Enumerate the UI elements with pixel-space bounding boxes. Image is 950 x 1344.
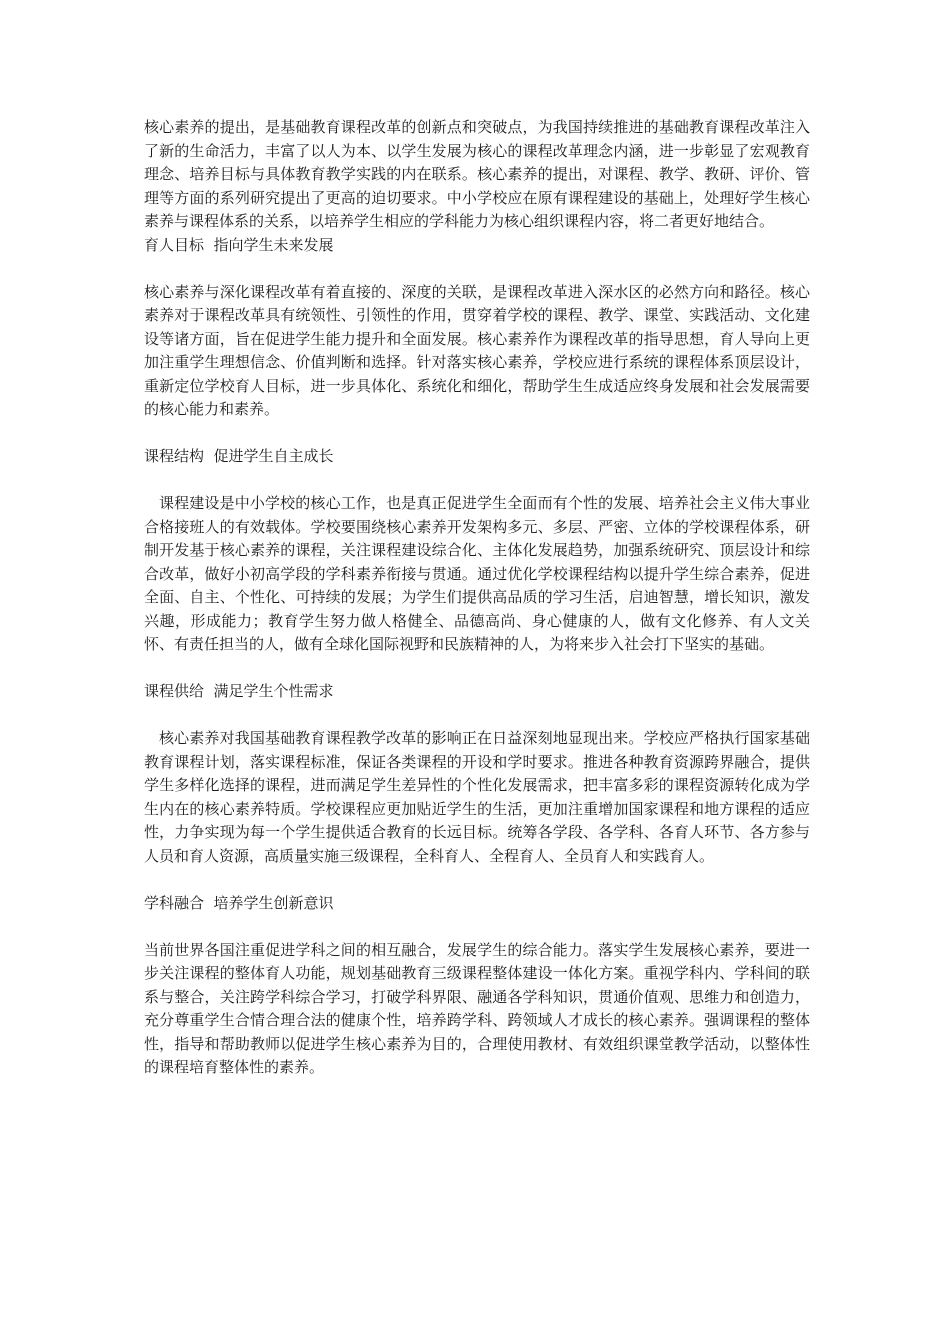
section-body-training-goals: 核心素养与深化课程改革有着直接的、深度的关联，是课程改革进入深水区的必然方向和路径。核心素养对于课程改革具有统领性、引领性的作用，贯穿着学校的课程、教学、课堂、实践活动、文化建设等诸方面，旨在促进学生能力提升和全面发展。核心素养作为课程改革的指导思想，育人导向上更加注重学生理想信念、价值判断和选择。针对落实核心素养，学校应进行系统的课程体系顶层设计，重新定位学校育人目标，进一步具体化、系统化和细化，帮助学生生成适应终身发展和社会发展需要的核心能力和素养。 <box>144 282 810 418</box>
paragraph-spacer <box>144 704 810 728</box>
paragraph-spacer <box>144 915 810 939</box>
section-heading-training-goals: 育人目标 指向学生未来发展 <box>144 235 334 254</box>
section-body-course-structure: 课程建设是中小学校的核心工作，也是真正促进学生全面而有个性的发展、培养社会主义伟大事业合格接班人的有效载体。学校要围绕核心素养开发架构多元、多层、严密、立体的学校课程体系，研制开发基于核心素养的课程，关注课程建设综合化、主体化发展趋势，加强系统研究、顶层设计和综合改革，做好小初高学段的学科素养衔接与贯通。通过优化学校课程结构以提升学生综合素养，促进全面、自主、个性化、可持续的发展；为学生们提供高品质的学习生活，启迪智慧，增长知识，激发兴趣，形成能力；教育学生努力做人格健全、品德高尚、身心健康的人，做有文化修养、有人文关怀、有责任担当的人，做有全球化国际视野和民族精神的人，为将来步入社会打下坚实的基础。 <box>144 494 810 653</box>
paragraph-spacer <box>144 657 810 681</box>
section-heading-subject-integration: 学科融合 培养学生创新意识 <box>144 893 334 912</box>
document-page <box>144 116 810 1080</box>
section-body-course-supply: 核心素养对我国基础教育课程教学改革的影响正在日益深刻地显现出来。学校应严格执行国家基础教育课程计划，落实课程标准，保证各类课程的开设和学时要求。推进各种教育资源跨界融合，提供学生多样化选择的课程，进而满足学生差异性的个性化发展需求，把丰富多彩的课程资源转化成为学生内在的核心素养特质。学校课程应更加贴近学生的生活，更加注重增加国家课程和地方课程的适应性，力争实现为每一个学生提供适合教育的长远目标。统筹各学段、各学科、各育人环节、各方参与人员和育人资源，高质量实施三级课程，全科育人、全程育人、全员育人和实践育人。 <box>144 729 810 865</box>
paragraph-spacer <box>144 469 810 493</box>
paragraph-spacer <box>144 257 810 281</box>
section-body-subject-integration: 当前世界各国注重促进学科之间的相互融合，发展学生的综合能力。落实学生发展核心素养，要进一步关注课程的整体育人功能，规划基础教育三级课程整体建设一体化方案。重视学科内、学科间的联系与整合，关注跨学科综合学习，打破学科界限、融通各学科知识，贯通价值观、思维力和创造力，充分尊重学生合情合理合法的健康个性，培养跨学科、跨领域人才成长的核心素养。强调课程的整体性，指导和帮助教师以促进学生核心素养为目的，合理使用教材、有效组织课堂教学活动，以整体性的课程培育整体性的素养。 <box>144 940 810 1076</box>
intro-paragraph: 核心素养的提出，是基础教育课程改革的创新点和突破点，为我国持续推进的基础教育课程改革注入了新的生命活力，丰富了以人为本、以学生发展为核心的课程改革理念内涵，进一步彰显了宏观教育理念、培养目标与具体教育教学实践的内在联系。核心素养的提出，对课程、教学、教研、评价、管理等方面的系列研究提出了更高的迫切要求。中小学校应在原有课程建设的基础上，处理好学生核心素养与课程体系的关系，以培养学生相应的学科能力为核心组织课程内容，将二者更好地结合。 <box>144 118 810 230</box>
section-heading-course-structure: 课程结构 促进学生自主成长 <box>144 447 334 465</box>
section-heading-course-supply: 课程供给 满足学生个性需求 <box>144 682 334 700</box>
paragraph-spacer <box>144 422 810 446</box>
paragraph-spacer <box>144 868 810 892</box>
